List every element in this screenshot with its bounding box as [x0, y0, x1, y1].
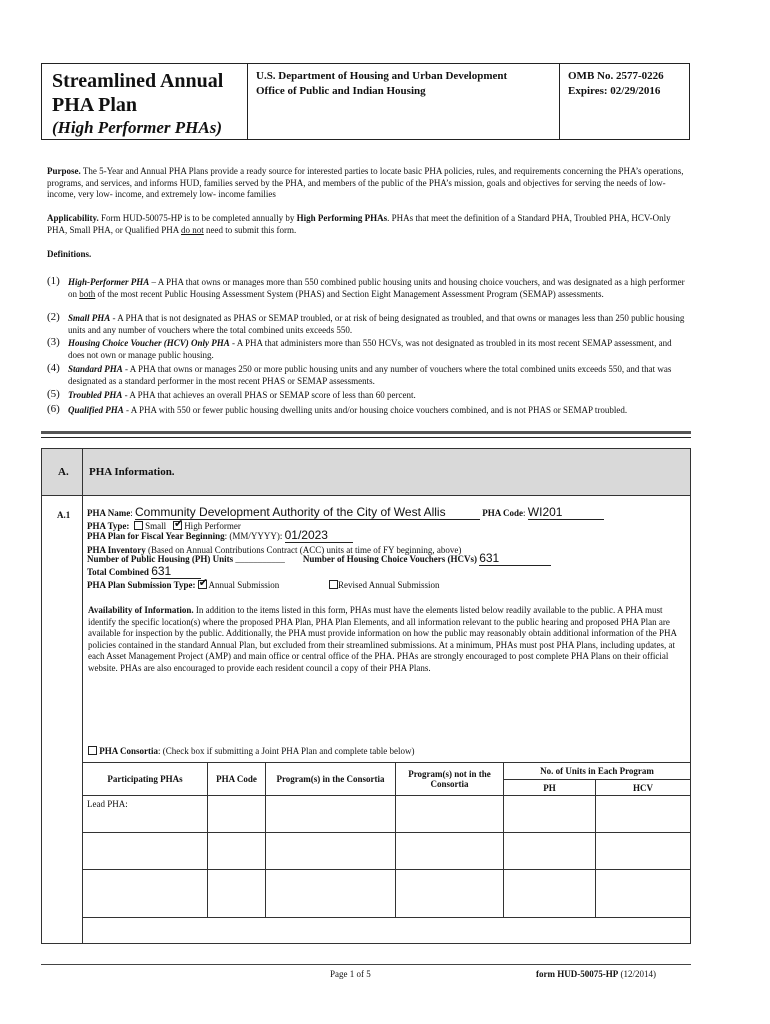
definition-term: High-Performer PHA — [68, 277, 150, 287]
title-cell — [42, 64, 248, 139]
table-cell[interactable] — [83, 833, 208, 870]
table-cell[interactable] — [396, 796, 504, 833]
purpose-text: The 5-Year and Annual PHA Plans provide a ready source for interested parties to locate basic PHA policies, rules, and requirements concerning the PHA’s operations, programs, and services, and informs HUD, families served by the PHA, and members of the public of the PHA’s mission, goals and objectives for serving the needs of low- income, very low- income, and extremely low- income families — [47, 166, 684, 199]
consortia-row — [88, 746, 414, 757]
pha-code-label: PHA Code — [482, 508, 524, 518]
col-pha-code: PHA Code — [208, 763, 266, 796]
footer-rule — [41, 964, 691, 965]
page-number: Page 1 of 5 — [330, 969, 371, 979]
table-cell[interactable] — [208, 870, 266, 918]
table-cell[interactable] — [83, 870, 208, 918]
definition-term: Small PHA — [68, 313, 111, 323]
ph-units-field[interactable]: ___________ — [235, 554, 285, 564]
omb-cell — [560, 64, 689, 139]
table-row — [83, 833, 691, 870]
table-cell[interactable] — [504, 833, 596, 870]
definition-term: Standard PHA — [68, 364, 123, 374]
fiscal-year-label: PHA Plan for Fiscal Year Beginning — [87, 531, 225, 541]
table-cell[interactable] — [266, 833, 396, 870]
col-programs-in-consortia: Program(s) in the Consortia — [266, 763, 396, 796]
col-programs-not-in-consortia: Program(s) not in the Consortia — [396, 763, 504, 796]
submission-type-row — [87, 580, 279, 591]
col-participating-phas: Participating PHAs — [83, 763, 208, 796]
definition-number: (2) — [47, 311, 60, 323]
table-cell[interactable] — [596, 870, 691, 918]
consortia-table — [82, 762, 691, 918]
section-a-letter: A. — [58, 466, 69, 478]
table-cell[interactable] — [596, 833, 691, 870]
availability-paragraph — [88, 605, 684, 674]
table-row — [83, 796, 691, 833]
definition-underline: both — [79, 288, 96, 299]
consortia-checkbox[interactable] — [88, 746, 97, 755]
col-units-each-program: No. of Units in Each Program — [504, 763, 691, 780]
revised-submission — [329, 580, 440, 591]
fiscal-year-row — [87, 530, 353, 543]
form-subtitle: (High Performer PHAs) — [52, 118, 222, 137]
definition-text: - A PHA that administers more than 550 HCVs, was not designated as troubled in its most recent SEMAP assessment, and does not own or manage public housing. — [68, 338, 672, 360]
definition-term: Troubled PHA — [68, 390, 123, 400]
table-cell[interactable] — [208, 833, 266, 870]
high-performer-checkbox[interactable] — [173, 521, 182, 530]
form-number-bold: form HUD-50075-HP — [536, 969, 619, 979]
submission-type-label: PHA Plan Submission Type: — [87, 580, 196, 590]
table-row — [83, 870, 691, 918]
definitions-heading — [47, 249, 690, 261]
definition-number: (4) — [47, 362, 60, 374]
form-number — [536, 969, 656, 979]
high-performer-label: High Performer — [184, 521, 241, 531]
definition-number: (1) — [47, 275, 60, 287]
fiscal-year-field[interactable] — [285, 530, 353, 543]
definitions-label: Definitions. — [47, 249, 92, 259]
revised-submission-label: Revised Annual Submission — [338, 580, 440, 590]
applicability-text3: need to submit this form. — [203, 224, 297, 235]
pha-name-label: PHA Name — [87, 508, 131, 518]
applicability-paragraph — [47, 213, 690, 236]
section-divider-thin — [41, 437, 691, 438]
purpose-label: Purpose. — [47, 166, 81, 176]
header-box — [41, 63, 690, 140]
definition-text: - A PHA with 550 or fewer public housing dwelling units and/or housing choice vouchers combined, and is not PHAS or SEMAP troubled. — [123, 405, 628, 415]
fiscal-year-value: 01/2023 — [284, 528, 328, 542]
table-cell[interactable] — [504, 796, 596, 833]
fiscal-year-format: : (MM/YYYY): — [224, 531, 285, 541]
applicability-text2: . PHAs that meet the definition of a Standard PHA, Troubled PHA, HCV-Only PHA, Small PHA, or Qualified PHA — [47, 213, 671, 235]
table-cell[interactable] — [208, 796, 266, 833]
total-field[interactable] — [151, 566, 201, 579]
form-date: (12/2014) — [618, 969, 656, 979]
pha-code-field[interactable] — [528, 507, 604, 520]
definition-number: (6) — [47, 403, 60, 415]
annual-submission-label: Annual Submission — [208, 580, 280, 590]
pha-type-label: PHA Type: — [87, 521, 130, 531]
consortia-label: PHA Consortia — [99, 746, 159, 756]
inventory-label: PHA Inventory — [87, 545, 146, 555]
availability-text: In addition to the items listed in this form, PHAs must have the elements listed below readily available to the public. A PHA must identify the specific location(s) where the proposed PHA Plan, PHA Plan Elements, and all information relevant to the public hearing and proposed PHA Plan are available for inspection by the public. Additionally, the PHA must provide information on how the public may reasonably obtain additional information of the PHA policies contained in the standard Annual Plan, but excluded from their streamlined submissions. At a minimum, PHAs must post PHA Plans, including updates, at each Asset Management Project (AMP) and main office or central office of the PHA. PHAs are strongly encouraged to post complete PHA Plans on their official website. PHAs are also encouraged to provide each resident council a copy of their PHA Plans. — [88, 605, 677, 673]
omb-info — [568, 69, 664, 99]
agency-cell — [248, 64, 560, 139]
pha-name-value: Community Development Authority of the City of West Allis — [135, 505, 446, 519]
annual-submission-checkbox[interactable] — [198, 580, 207, 589]
section-a-title: PHA Information. — [89, 466, 175, 478]
table-cell[interactable] — [396, 870, 504, 918]
applicability-text1: Form HUD-50075-HP is to be completed annually by — [98, 213, 297, 223]
agency-line1: U.S. Department of Housing and Urban Development — [256, 70, 508, 82]
definition-text: - A PHA that achieves an overall PHAS or SEMAP score of less than 60 percent. — [122, 390, 416, 400]
definition-number: (5) — [47, 388, 60, 400]
definition-text: – A PHA that owns or manages more than 550 combined public housing units and housing choice vouchers, and was designated as a high performer on — [68, 277, 685, 299]
pha-name-field[interactable] — [135, 507, 480, 520]
lead-pha-cell[interactable]: Lead PHA: — [83, 796, 208, 833]
definition-text: - A PHA that owns or manages 250 or more public housing units and any number of vouchers where the total combined units exceeds 550, and that was designated as a standard performer in the most recent PHAS or SEMAP assessments. — [68, 364, 672, 386]
subsection-a1-label: A.1 — [57, 510, 71, 520]
form-title-line1: Streamlined Annual — [52, 70, 224, 92]
consortia-note: : (Check box if submitting a Joint PHA Plan and complete table below) — [158, 746, 415, 756]
omb-number: OMB No. 2577-0226 — [568, 70, 664, 82]
agency-line2: Office of Public and Indian Housing — [256, 85, 426, 97]
section-a — [41, 448, 691, 944]
definition-term: Qualified PHA — [68, 405, 124, 415]
omb-expires: Expires: 02/29/2016 — [568, 85, 661, 97]
applicability-label: Applicability. — [47, 213, 99, 223]
hcv-label: Number of Housing Choice Vouchers (HCVs) — [302, 554, 477, 564]
hcv-value: 631 — [479, 551, 500, 565]
ph-units-label: Number of Public Housing (PH) Units — [87, 554, 236, 564]
table-cell[interactable] — [266, 870, 396, 918]
definition-term: Housing Choice Voucher (HCV) Only PHA — [68, 338, 230, 348]
revised-submission-checkbox[interactable] — [329, 580, 338, 589]
applicability-underline: do not — [181, 224, 204, 235]
total-value: 631 — [151, 564, 172, 578]
availability-label: Availability of Information. — [88, 605, 194, 615]
col-ph: PH — [504, 780, 596, 796]
section-divider — [41, 431, 691, 434]
inventory-note: (Based on Annual Contributions Contract (ACC) units at time of FY beginning, above) — [145, 545, 462, 555]
col-hcv: HCV — [596, 780, 691, 796]
definition-text-cont: of the most recent Public Housing Assessment System (PHAS) and Section Eight Management Assessment Program (SEMAP) assessments. — [95, 288, 604, 299]
agency-name — [256, 69, 507, 99]
table-cell[interactable] — [396, 833, 504, 870]
table-cell[interactable] — [504, 870, 596, 918]
pha-name-row: PHA Name: Community Development Authority of the City of West Allis PHA Code: WI201 — [87, 507, 604, 520]
small-label: Small — [145, 521, 167, 531]
table-cell[interactable] — [596, 796, 691, 833]
total-label: Total Combined — [87, 567, 149, 577]
pha-code-value: WI201 — [527, 505, 563, 519]
total-row — [87, 566, 201, 579]
small-checkbox[interactable] — [134, 521, 143, 530]
purpose-paragraph — [47, 166, 690, 201]
applicability-bold: High Performing PHAs — [296, 213, 388, 223]
table-cell[interactable] — [266, 796, 396, 833]
definition-number: (3) — [47, 336, 60, 348]
hcv-field[interactable] — [479, 553, 551, 566]
form-title-line2: PHA Plan — [52, 94, 138, 116]
definition-text: - A PHA that is not designated as PHAS or SEMAP troubled, or at risk of being designated as troubled, and that owns or manages less than 250 public housing units and any number of vouchers where the total combined units exceeds 550. — [68, 313, 685, 335]
